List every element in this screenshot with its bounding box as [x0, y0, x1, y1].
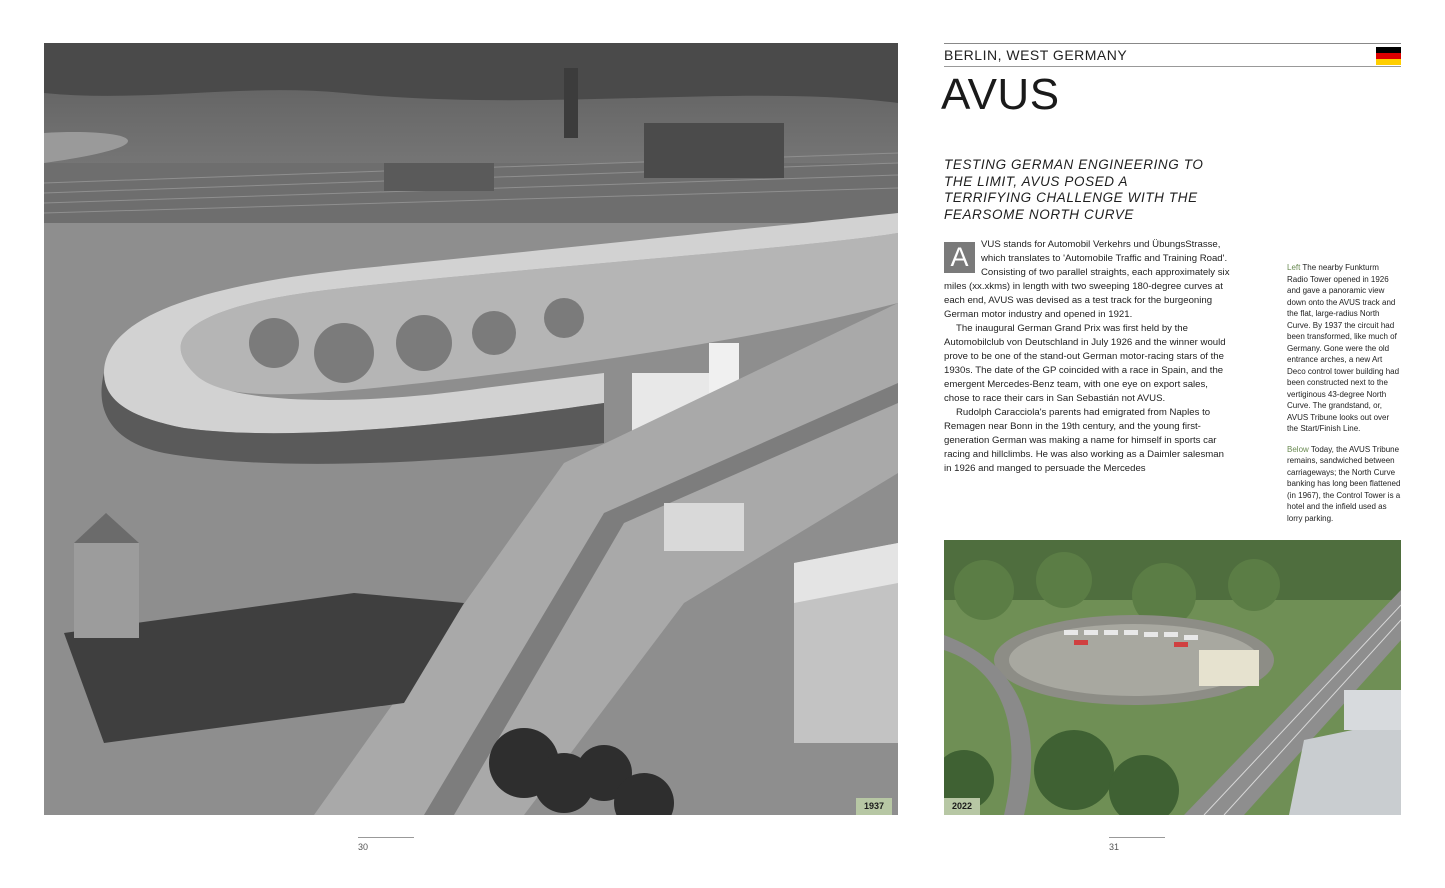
header-rule [944, 43, 1401, 44]
page-number-right: 31 [1109, 842, 1120, 852]
location-label: BERLIN, WEST GERMANY [944, 47, 1128, 63]
article-body [944, 238, 1231, 476]
drop-cap: A [944, 242, 975, 273]
caption-label: Below [1287, 444, 1309, 454]
caption-text: Today, the AVUS Tribune remains, sandwiched between carriageways; the North Curve banking has long been flattened (in 1967), the Control Tower is a hotel and the infield used as lorry parking. [1287, 444, 1401, 523]
location-rule [944, 66, 1401, 67]
caption-label: Left [1287, 263, 1301, 272]
modern-aerial-photo-2022 [944, 540, 1401, 815]
photo-year-label: 2022 [944, 798, 980, 815]
german-flag-icon [1376, 47, 1401, 65]
body-paragraph-text: VUS stands for Automobil Verkehrs und ÜbungsStrasse, which translates to 'Automobile Traffic and Training Road'. Consisting of two parallel straights, each approximately six miles (xx.xkms) in length with two sweeping 180-degree curves at each end, AVUS was devised as a test track for the burgeoning German motor industry and opened in 1921. [944, 239, 1230, 320]
folio-rule-left [358, 837, 414, 838]
caption-left [1287, 262, 1402, 435]
caption-below [1287, 444, 1402, 525]
archive-aerial-photo-1937 [44, 43, 898, 815]
body-paragraph [944, 238, 1231, 322]
page-title: AVUS [941, 70, 1060, 119]
flag-stripe-gold [1376, 59, 1401, 65]
photo-year-label: 1937 [856, 798, 892, 815]
caption-text: The nearby Funkturm Radio Tower opened in 1926 and gave a panoramic view down onto the AVUS track and the flat, large-radius North Curve. By 1937 the circuit had been transformed, like much of Germany. Gone were the old entrance arches, a new Art Deco control tower building had been constructed next to the vertiginous 43-degree North Curve. The grandstand, or, AVUS Tribune looks out over the Start/Finish Line. [1287, 263, 1400, 433]
body-paragraph: Rudolph Caracciola's parents had emigrated from Naples to Remagen near Bonn in the 19th century, and the young first-generation German was making a name for himself in sports car racing and hillclimbs. He was also working as a Daimler salesman in 1926 and manged to persuade the Mercedes [944, 407, 1224, 474]
photo-captions [1287, 262, 1402, 533]
body-paragraph: The inaugural German Grand Prix was first held by the Automobilclub von Deutschland in July 1926 and the winner would prove to be one of the stand-out German motor-racing stars of the 1930s. The date of the GP coincided with a race in Spain, and the emergent Mercedes-Benz team, with one eye on export sales, chose to race their cars in San Sebastián not AVUS. [944, 323, 1226, 404]
folio-rule-right [1109, 837, 1165, 838]
standfirst: TESTING GERMAN ENGINEERING TO THE LIMIT, AVUS POSED A TERRIFYING CHALLENGE WITH THE FEARSOME NORTH CURVE [944, 157, 1204, 222]
page-number-left: 30 [358, 842, 369, 852]
